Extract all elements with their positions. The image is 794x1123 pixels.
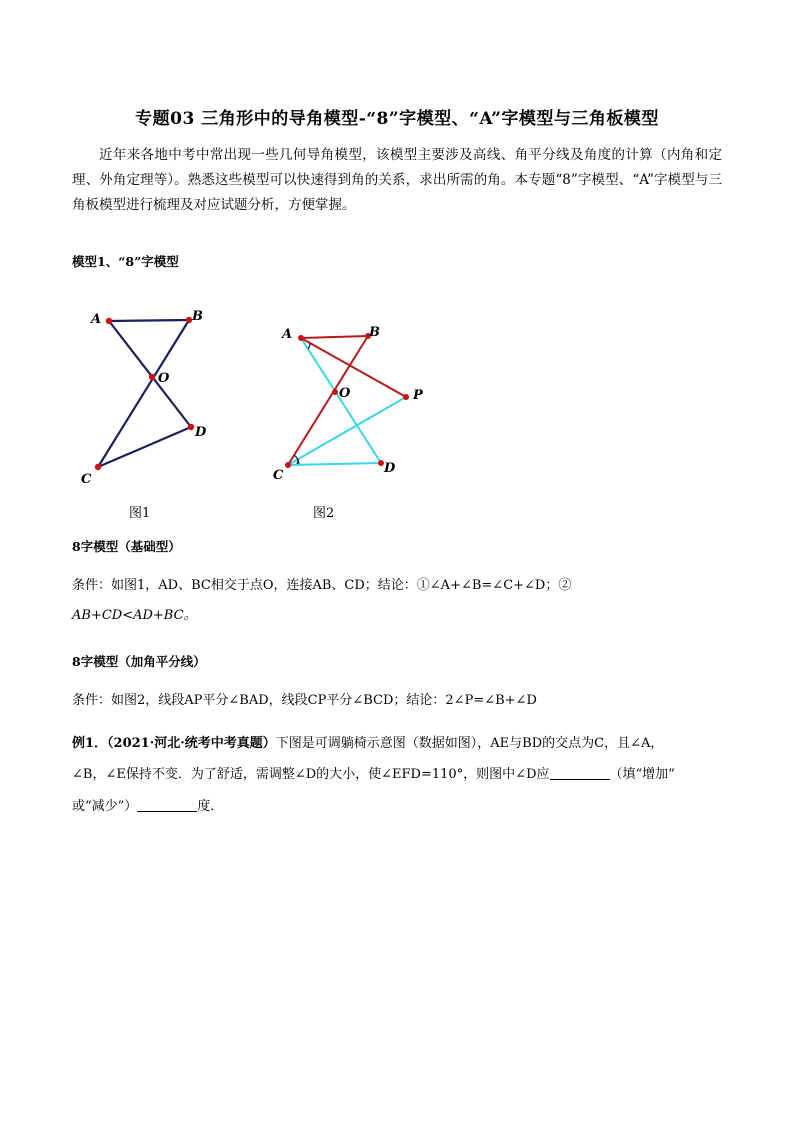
label-d: D [195,425,207,440]
example1-text3-end: 度． [197,799,224,814]
example1-line1 [72,731,722,757]
basic-heading: 8字模型（基础型） [72,539,181,554]
figure2-diagram [268,318,438,488]
example1-line2 [72,762,722,788]
example1-text1: 下图是可调躺椅示意图（数据如图），AE与BD的交点为C，且∠A， [275,736,664,751]
label-o: O [339,386,351,401]
label-a: A [282,327,293,342]
section1-heading: 模型1、“8”字模型 [72,254,179,269]
point-a [106,318,112,324]
segment-bc [288,336,368,465]
segment-ap [301,338,406,397]
document-title: 专题03 三角形中的导角模型-“8”字模型、“A”字模型与三角板模型 [135,109,659,129]
answer-blank-1[interactable] [550,765,610,780]
segment-ab [301,336,368,338]
segment-ab [109,320,189,321]
angle-mark-a [308,343,310,349]
label-b: B [369,325,380,340]
segment-cd [288,463,381,465]
example1-text2-end: （填“增加” [609,767,675,782]
basic-condition-line1: 条件：如图1，AD、BC相交于点O，连接AB、CD；结论：①∠A+∠B=∠C+∠D；② [72,578,572,593]
figure1-lines [98,320,191,467]
example1-prefix: 例1．（2021·河北·统考中考真题） [72,736,276,751]
label-b: B [192,309,203,324]
point-c [285,462,291,468]
point-o [149,374,155,380]
label-d: D [384,461,396,476]
label-c: C [273,468,284,483]
point-c [95,464,101,470]
figure1-caption: 图1 [129,506,151,521]
segment-cd [98,427,191,467]
point-a [298,335,304,341]
figure1-diagram [70,295,220,495]
bisector-condition: 条件：如图2，线段AP平分∠BAD，线段CP平分∠BCD；结论：2∠P=∠B+∠D [72,693,537,708]
label-a: A [91,312,102,327]
point-d [188,424,194,430]
example1-line3 [72,794,722,820]
segment-cp [288,397,406,465]
bisector-heading: 8字模型（加角平分线） [72,654,206,669]
figure2-caption: 图2 [313,506,335,521]
example1-text2: ∠B，∠E保持不变．为了舒适，需调整∠D的大小，使∠EFD=110°，则图中∠D应 [72,767,550,782]
segment-bc [98,320,189,467]
label-o: O [158,371,170,386]
answer-blank-2[interactable] [137,797,197,812]
figure2-cyan-lines [288,338,406,465]
point-p [403,394,409,400]
example1-text3-start: 或“减少”） [72,799,138,814]
label-c: C [81,472,92,487]
basic-condition-line2: AB+CD<AD+BC。 [72,608,197,623]
point-o [332,389,338,395]
label-p: P [413,388,423,403]
intro-paragraph: 近年来各地中考中常出现一些几何导角模型，该模型主要涉及高线、角平分线及角度的计算（内角和定理、外角定理等）。熟悉这些模型可以快速得到角的关系，求出所需的角。本专题“8”字模型、“A”字模型与三角板模型进行梳理及对应试题分析，方便掌握。 [72,147,722,213]
